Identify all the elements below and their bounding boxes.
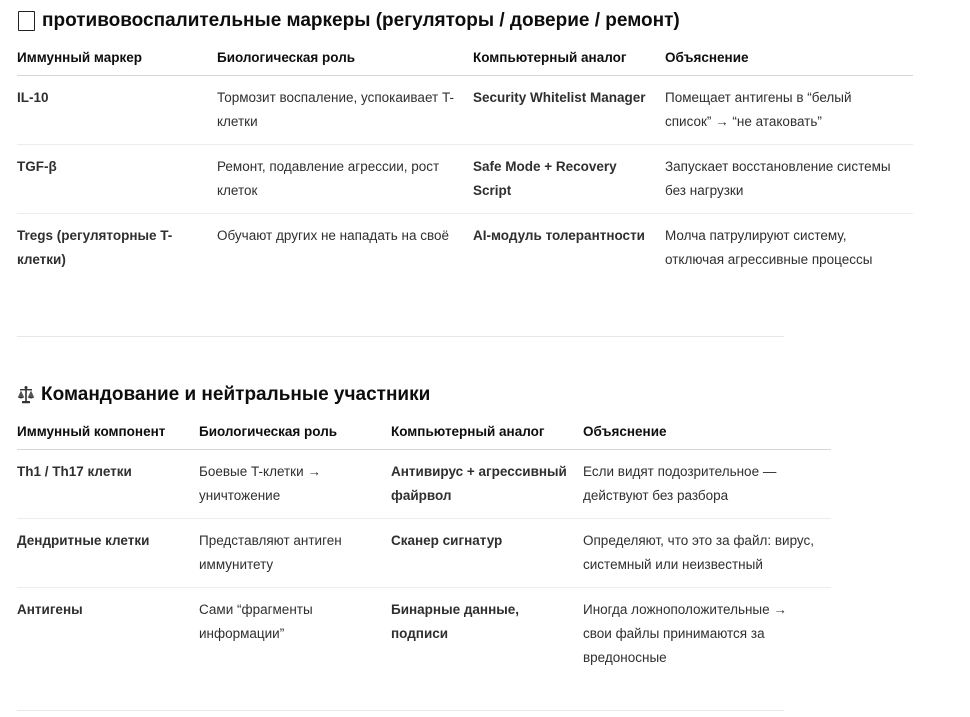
column-header-analog: Компьютерный аналог bbox=[473, 46, 665, 76]
section-heading bbox=[17, 382, 831, 408]
section-command-neutral bbox=[17, 382, 831, 680]
cell-analog: Антивирус + агрессивный файрвол bbox=[391, 450, 583, 519]
command-neutral-table bbox=[17, 420, 831, 680]
table-header-row bbox=[17, 420, 831, 450]
anti-inflammatory-table bbox=[17, 46, 913, 282]
cell-role: Тормозит воспаление, успокаивает T-клетки bbox=[217, 76, 473, 145]
cell-component: Th1 / Th17 клетки bbox=[17, 450, 199, 519]
column-header-explanation: Объяснение bbox=[583, 420, 831, 450]
box-glyph-icon bbox=[18, 11, 35, 31]
cell-component: Дендритные клетки bbox=[17, 519, 199, 588]
table-row bbox=[17, 450, 831, 519]
cell-role: Сами “фрагменты информации” bbox=[199, 602, 313, 641]
section-heading bbox=[17, 8, 913, 34]
section-divider bbox=[17, 710, 784, 711]
cell-marker: IL-10 bbox=[17, 76, 217, 145]
cell-role: Ремонт, подавление агрессии, рост клеток bbox=[217, 145, 473, 214]
cell-role: Представляют антиген иммунитету bbox=[199, 519, 391, 588]
table-header-row bbox=[17, 46, 913, 76]
column-header-role: Биологическая роль bbox=[199, 420, 391, 450]
section-title: противовоспалительные маркеры (регуляторы / доверие / ремонт) bbox=[42, 10, 680, 31]
cell-explanation: Если видят подозрительное — действуют без разбора bbox=[583, 450, 831, 519]
column-header-explanation: Объяснение bbox=[665, 46, 913, 76]
column-header-marker: Иммунный маркер bbox=[17, 46, 217, 76]
cell-role: Обучают других не нападать на своё bbox=[217, 228, 449, 243]
table-row bbox=[17, 76, 913, 145]
cell-marker: Tregs (регуляторные T-клетки) bbox=[17, 228, 173, 267]
section-title: Командование и нейтральные участники bbox=[41, 384, 431, 405]
cell-explanation: Молча патрулируют систему, отключая агрессивные процессы bbox=[665, 228, 873, 267]
column-header-role: Биологическая роль bbox=[217, 46, 473, 76]
cell-analog: Бинарные данные, подписи bbox=[391, 602, 520, 641]
column-header-analog: Компьютерный аналог bbox=[391, 420, 583, 450]
section-anti-inflammatory bbox=[17, 8, 913, 282]
cell-explanation: Запускает восстановление системы без нагрузки bbox=[665, 145, 913, 214]
table-row bbox=[17, 519, 831, 588]
table-row bbox=[17, 214, 913, 283]
cell-analog: AI-модуль толерантности bbox=[473, 228, 645, 243]
cell-analog: Security Whitelist Manager bbox=[473, 76, 665, 145]
cell-role: Боевые T-клетки → уничтожение bbox=[199, 450, 391, 519]
scales-icon bbox=[17, 385, 34, 405]
section-divider bbox=[17, 336, 784, 337]
table-row bbox=[17, 145, 913, 214]
cell-explanation: Помещает антигены в “белый список” → “не атаковать” bbox=[665, 76, 913, 145]
cell-analog: Сканер сигнатур bbox=[391, 519, 583, 588]
column-header-component: Иммунный компонент bbox=[17, 420, 199, 450]
cell-explanation: Иногда ложноположительные → свои файлы принимаются за вредоносные bbox=[583, 602, 787, 665]
cell-marker: TGF-β bbox=[17, 145, 217, 214]
table-row bbox=[17, 588, 831, 681]
cell-analog: Safe Mode + Recovery Script bbox=[473, 145, 665, 214]
cell-component: Антигены bbox=[17, 602, 83, 617]
cell-explanation: Определяют, что это за файл: вирус, системный или неизвестный bbox=[583, 519, 831, 588]
